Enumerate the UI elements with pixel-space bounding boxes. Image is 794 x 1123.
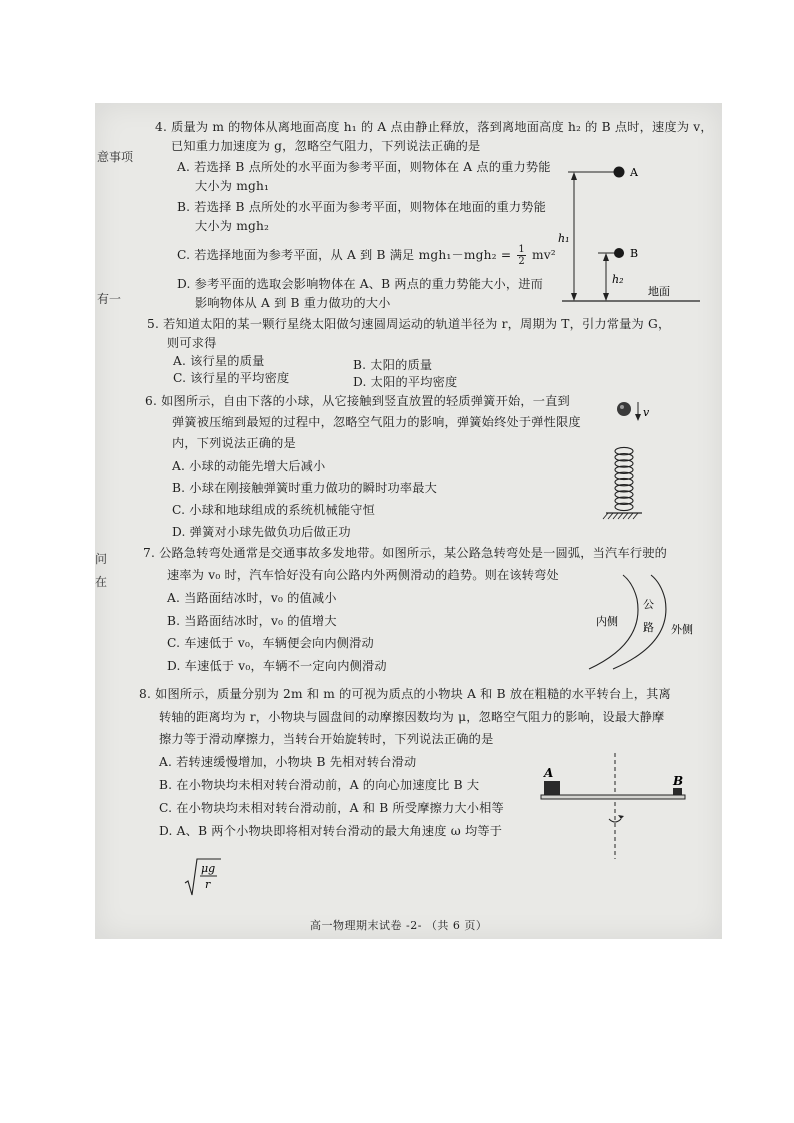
q7-fig-label-road1: 公	[643, 598, 654, 611]
q7-stem-line1: 7. 公路急转弯处通常是交通事故多发地带。如图所示，某公路急转弯处是一圆弧，当汽车行驶的	[143, 546, 667, 560]
q4-option-b-line2: 大小为 mgh₂	[195, 219, 270, 233]
q8-sqrt-den: r	[205, 878, 211, 891]
q4-figure	[560, 158, 715, 310]
q5-option-b: B. 太阳的质量	[353, 358, 433, 372]
hatch-line	[618, 513, 623, 519]
q7-option-a: A. 当路面结冰时，v₀ 的值减小	[167, 591, 337, 605]
hatch-line	[633, 513, 638, 519]
q4-option-c-tail: mv²	[531, 248, 556, 262]
q4-option-d-line1: D. 参考平面的选取会影响物体在 A、B 两点的重力势能大小，进而	[177, 277, 544, 291]
q4-fig-label-h2: h₂	[612, 273, 624, 286]
q7-stem-line2: 速率为 v₀ 时，汽车恰好没有向公路内外两侧滑动的趋势。则在该转弯处	[167, 568, 559, 582]
q4-fraction	[517, 244, 526, 267]
q8-option-d: D. A、B 两个小物块即将相对转台滑动的最大角速度 ω 均等于	[159, 824, 503, 838]
q6-stem-line3: 内，下列说法正确的是	[172, 436, 296, 450]
q6-stem-line1: 6. 如图所示，自由下落的小球，从它接触到竖直放置的轻质弹簧开始，一直到	[145, 394, 570, 408]
q7-option-b: B. 当路面结冰时，v₀ 的值增大	[167, 614, 337, 628]
q7-fig-label-road2: 路	[643, 621, 654, 634]
q8-option-a: A. 若转速缓慢增加，小物块 B 先相对转台滑动	[159, 755, 417, 769]
q4-fig-label-h1: h₁	[558, 232, 570, 245]
q6-figure	[600, 398, 660, 523]
side-label-4: 在	[95, 575, 108, 589]
q6-fig-spring	[615, 447, 633, 510]
q4-option-c	[177, 244, 556, 267]
q8-stem-line2: 转轴的距离均为 r，小物块与圆盘间的动摩擦因数均为 μ，忽略空气阻力的影响，设最大静摩	[159, 710, 665, 724]
q6-fig-ball	[617, 402, 631, 416]
q6-stem-line2: 弹簧被压缩到最短的过程中，忽略空气阻力的影响，弹簧始终处于弹性限度	[172, 415, 581, 429]
q4-fig-h2-arrowhead-bottom	[603, 293, 609, 301]
q7-fig-label-inner: 内侧	[596, 615, 618, 628]
q6-fig-base-hatch	[603, 513, 638, 519]
q4-fig-h1-arrowhead-top	[571, 172, 577, 180]
q4-option-b-line1: B. 若选择 B 点所处的水平面为参考平面，则物体在地面的重力势能	[177, 200, 547, 214]
q8-option-c: C. 在小物块均未相对转台滑动前，A 和 B 所受摩擦力大小相等	[159, 801, 504, 815]
hatch-line	[623, 513, 628, 519]
q4-option-a-line1: A. 若选择 B 点所处的水平面为参考平面，则物体在 A 点的重力势能	[177, 160, 551, 174]
hatch-line	[603, 513, 608, 519]
hatch-line	[608, 513, 613, 519]
q4-option-c-text: C. 若选择地面为参考平面，从 A 到 B 满足 mgh₁－mgh₂ =	[177, 248, 512, 262]
exam-page	[95, 103, 722, 939]
q5-option-a: A. 该行星的质量	[173, 354, 265, 368]
side-label-2: 有一	[97, 292, 122, 306]
hatch-line	[613, 513, 618, 519]
q7-fig-label-outer: 外侧	[671, 623, 693, 636]
q4-option-a-line2: 大小为 mgh₁	[195, 179, 270, 193]
q8-sqrt-num: μg	[201, 862, 216, 875]
q4-fig-h2-arrowhead-top	[603, 253, 609, 261]
q4-stem-line1: 4. 质量为 m 的物体从离地面高度 h₁ 的 A 点由静止释放，落到离地面高度 h₂ 的 B 点时，速度为 v，	[155, 120, 713, 134]
q5-stem-line1: 5. 若知道太阳的某一颗行星绕太阳做匀速圆周运动的轨道半径为 r，周期为 T，引力常量为 G，	[147, 317, 671, 331]
q6-option-b: B. 小球在刚接触弹簧时重力做功的瞬时功率最大	[172, 481, 438, 495]
q7-option-c: C. 车速低于 v₀，车辆便会向内侧滑动	[167, 636, 374, 650]
q8-figure	[535, 751, 695, 863]
q8-stem-line3: 擦力等于滑动摩擦力，当转台开始旋转时，下列说法正确的是	[159, 732, 494, 746]
q6-fig-label-v: v	[643, 406, 650, 419]
q6-fig-ball-highlight	[620, 405, 624, 409]
side-label-3: 问	[95, 552, 108, 566]
q7-option-d: D. 车速低于 v₀，车辆不一定向内侧滑动	[167, 659, 387, 673]
q6-fig-velocity-arrowhead	[635, 414, 641, 421]
q5-stem-line2: 则可求得	[167, 336, 217, 350]
q4-fig-label-b: B	[630, 247, 639, 260]
q8-fig-rotation-arrowhead	[618, 815, 624, 819]
q8-stem-line1: 8. 如图所示，质量分别为 2m 和 m 的可视为质点的小物块 A 和 B 放在粗糙的水平转台上，其离	[139, 687, 671, 701]
q4-fig-h1-arrowhead-bottom	[571, 293, 577, 301]
q8-sqrt-expression	[183, 855, 223, 899]
q8-option-b: B. 在小物块均未相对转台滑动前，A 的向心加速度比 B 大	[159, 778, 480, 792]
q7-figure	[585, 573, 720, 673]
q5-option-c: C. 该行星的平均密度	[173, 371, 290, 385]
q4-fig-point-b	[614, 248, 624, 258]
q8-fig-label-a: A	[544, 766, 554, 780]
side-label-notes: 意事项	[97, 150, 134, 164]
q4-fig-label-a: A	[630, 166, 638, 179]
q8-fig-turntable	[541, 795, 685, 799]
hatch-line	[628, 513, 633, 519]
q4-frac-den: 2	[518, 256, 525, 267]
q4-stem-line2: 已知重力加速度为 g，忽略空气阻力，下列说法正确的是	[171, 139, 481, 153]
q7-fig-outer-edge	[613, 575, 666, 669]
q6-option-c: C. 小球和地球组成的系统机械能守恒	[172, 503, 376, 517]
q4-option-d-line2: 影响物体从 A 到 B 重力做功的大小	[195, 296, 391, 310]
q4-fig-point-a	[614, 167, 625, 178]
q4-frac-num: 1	[518, 244, 525, 255]
q8-fig-block-a	[544, 781, 560, 795]
q5-option-d: D. 太阳的平均密度	[353, 375, 458, 389]
q6-option-d: D. 弹簧对小球先做负功后做正功	[172, 525, 351, 539]
q4-fig-label-ground: 地面	[648, 285, 670, 298]
q8-fig-label-b: B	[673, 774, 684, 788]
page-footer: 高一物理期末试卷 -2- （共 6 页）	[310, 919, 488, 932]
q6-option-a: A. 小球的动能先增大后减小	[172, 459, 326, 473]
